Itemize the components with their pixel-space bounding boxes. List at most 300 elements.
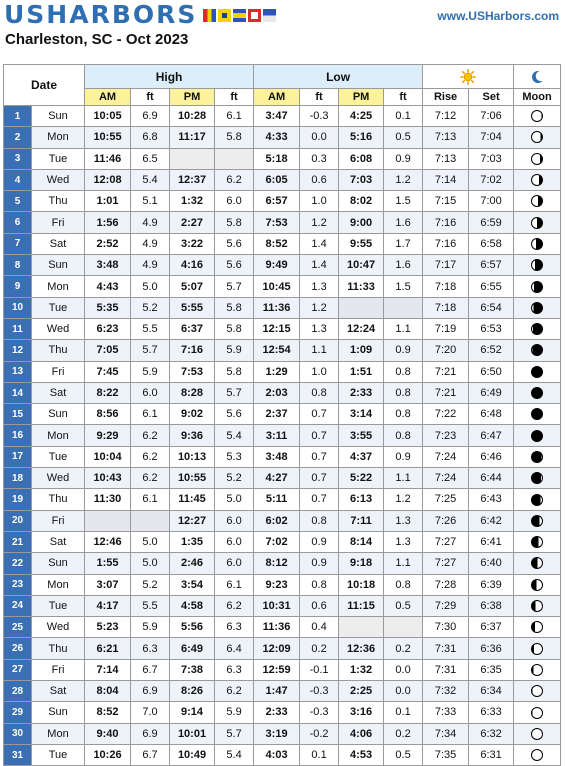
high-am-time: 5:35 xyxy=(85,297,131,318)
weekday: Mon xyxy=(32,425,85,446)
low-pm-height: 0.1 xyxy=(384,702,423,723)
low-pm-height: 0.2 xyxy=(384,638,423,659)
table-row xyxy=(4,659,561,680)
high-am-time: 10:43 xyxy=(85,468,131,489)
low-pm-time: 2:33 xyxy=(339,382,384,403)
high-pm-height: 6.0 xyxy=(215,510,254,531)
low-am-time: 11:36 xyxy=(254,297,300,318)
low-pm-time: 4:06 xyxy=(339,723,384,744)
low-am-height: 0.0 xyxy=(300,127,339,148)
sunrise-time: 7:25 xyxy=(423,489,469,510)
low-pm-height: 1.3 xyxy=(384,531,423,552)
high-am-height: 5.2 xyxy=(131,297,170,318)
moon-header-icon-cell xyxy=(514,65,561,89)
day-number: 28 xyxy=(4,681,32,702)
high-pm-height xyxy=(215,148,254,169)
sunrise-time: 7:21 xyxy=(423,382,469,403)
weekday: Sat xyxy=(32,382,85,403)
moon-phase-cell xyxy=(514,169,561,190)
sunset-time: 6:38 xyxy=(469,595,514,616)
moon-phase-cell xyxy=(514,212,561,233)
low-am-time: 2:37 xyxy=(254,404,300,425)
moon-phase-cell xyxy=(514,233,561,254)
high-am-height: 4.9 xyxy=(131,255,170,276)
logo-text: USHARBORS xyxy=(4,0,198,29)
high-pm-time: 2:27 xyxy=(170,212,215,233)
table-row xyxy=(4,255,561,276)
high-am-time: 11:30 xyxy=(85,489,131,510)
sunrise-time: 7:19 xyxy=(423,318,469,339)
low-am-height: 0.8 xyxy=(300,510,339,531)
sunrise-time: 7:15 xyxy=(423,191,469,212)
low-am-time: 10:45 xyxy=(254,276,300,297)
low-pm-time: 10:47 xyxy=(339,255,384,276)
moon-phase-cell xyxy=(514,702,561,723)
high-pm-time: 8:28 xyxy=(170,382,215,403)
day-number: 3 xyxy=(4,148,32,169)
high-pm-time: 11:45 xyxy=(170,489,215,510)
moon-phase-cell xyxy=(514,574,561,595)
moon-phase-cell xyxy=(514,318,561,339)
low-am-time: 3:19 xyxy=(254,723,300,744)
high-pm-time: 12:37 xyxy=(170,169,215,190)
high-am-time: 6:21 xyxy=(85,638,131,659)
sunset-time: 7:02 xyxy=(469,169,514,190)
weekday: Fri xyxy=(32,510,85,531)
moon-phase-cell xyxy=(514,191,561,212)
weekday: Mon xyxy=(32,574,85,595)
high-pm-height: 5.9 xyxy=(215,702,254,723)
signal-flags-icon xyxy=(203,9,276,22)
high-am-height: 5.2 xyxy=(131,574,170,595)
sunrise-time: 7:31 xyxy=(423,659,469,680)
high-am-height xyxy=(131,510,170,531)
sunrise-time: 7:34 xyxy=(423,723,469,744)
high-pm-height: 5.8 xyxy=(215,318,254,339)
low-am-time: 4:27 xyxy=(254,468,300,489)
weekday: Mon xyxy=(32,723,85,744)
low-pm-time: 3:55 xyxy=(339,425,384,446)
moon-phase-icon xyxy=(531,621,543,633)
high-am-height: 5.0 xyxy=(131,553,170,574)
day-number: 21 xyxy=(4,531,32,552)
moon-phase-cell xyxy=(514,340,561,361)
sunrise-time: 7:32 xyxy=(423,681,469,702)
sunset-time: 7:04 xyxy=(469,127,514,148)
sunrise-time: 7:29 xyxy=(423,595,469,616)
sunset-time: 6:40 xyxy=(469,553,514,574)
low-am-height: 1.3 xyxy=(300,276,339,297)
weekday: Tue xyxy=(32,595,85,616)
high-am-ft-header: ft xyxy=(131,89,170,106)
high-pm-time xyxy=(170,148,215,169)
sunrise-time: 7:30 xyxy=(423,617,469,638)
moon-phase-cell xyxy=(514,638,561,659)
moon-phase-icon xyxy=(531,174,543,186)
high-pm-height: 5.7 xyxy=(215,382,254,403)
sunset-time: 6:55 xyxy=(469,276,514,297)
high-am-time: 1:55 xyxy=(85,553,131,574)
weekday: Thu xyxy=(32,638,85,659)
moon-phase-cell xyxy=(514,106,561,127)
high-am-time: 4:43 xyxy=(85,276,131,297)
sunrise-time: 7:18 xyxy=(423,297,469,318)
day-number: 19 xyxy=(4,489,32,510)
sunset-time: 6:47 xyxy=(469,425,514,446)
moon-phase-cell xyxy=(514,425,561,446)
high-am-time: 3:07 xyxy=(85,574,131,595)
low-pm-height: 1.2 xyxy=(384,489,423,510)
high-pm-time: 6:49 xyxy=(170,638,215,659)
low-am-height: 1.4 xyxy=(300,233,339,254)
moon-phase-cell xyxy=(514,617,561,638)
high-am-height: 5.0 xyxy=(131,531,170,552)
weekday: Wed xyxy=(32,169,85,190)
sunrise-time: 7:13 xyxy=(423,148,469,169)
low-am-time: 11:36 xyxy=(254,617,300,638)
high-pm-height: 5.8 xyxy=(215,297,254,318)
sunset-time: 7:06 xyxy=(469,106,514,127)
high-pm-time: 10:13 xyxy=(170,446,215,467)
moon-phase-icon xyxy=(531,515,543,527)
high-pm-height: 6.1 xyxy=(215,574,254,595)
high-am-height: 6.9 xyxy=(131,681,170,702)
high-am-time: 3:48 xyxy=(85,255,131,276)
sunrise-time: 7:14 xyxy=(423,169,469,190)
high-am-time: 10:26 xyxy=(85,744,131,765)
low-pm-time: 9:55 xyxy=(339,233,384,254)
table-row xyxy=(4,318,561,339)
high-am-time: 2:52 xyxy=(85,233,131,254)
moon-phase-cell xyxy=(514,468,561,489)
high-pm-time: 1:35 xyxy=(170,531,215,552)
low-pm-height: 0.5 xyxy=(384,127,423,148)
table-row xyxy=(4,425,561,446)
high-am-time: 7:05 xyxy=(85,340,131,361)
moon-phase-icon xyxy=(531,707,543,719)
high-pm-time: 7:16 xyxy=(170,340,215,361)
sunset-time: 6:58 xyxy=(469,233,514,254)
high-am-time: 1:56 xyxy=(85,212,131,233)
sunrise-time: 7:22 xyxy=(423,404,469,425)
table-row xyxy=(4,276,561,297)
day-number: 29 xyxy=(4,702,32,723)
moon-phase-icon xyxy=(531,323,543,335)
day-number: 11 xyxy=(4,318,32,339)
high-pm-time: 8:26 xyxy=(170,681,215,702)
weekday: Sun xyxy=(32,404,85,425)
high-am-height: 5.0 xyxy=(131,276,170,297)
sunset-time: 6:52 xyxy=(469,340,514,361)
sunrise-time: 7:31 xyxy=(423,638,469,659)
moon-phase-icon xyxy=(531,281,543,293)
moon-phase-icon xyxy=(531,451,543,463)
high-pm-height: 5.0 xyxy=(215,489,254,510)
low-am-height: 0.7 xyxy=(300,425,339,446)
low-pm-height: 0.9 xyxy=(384,446,423,467)
low-pm-time: 9:00 xyxy=(339,212,384,233)
page-header xyxy=(0,0,565,60)
high-pm-time: 10:28 xyxy=(170,106,215,127)
moon-phase-cell xyxy=(514,510,561,531)
moon-phase-icon xyxy=(531,195,543,207)
sunrise-time: 7:12 xyxy=(423,106,469,127)
low-am-height: 0.2 xyxy=(300,638,339,659)
day-number: 30 xyxy=(4,723,32,744)
high-pm-height: 6.3 xyxy=(215,659,254,680)
low-pm-time: 5:16 xyxy=(339,127,384,148)
day-number: 2 xyxy=(4,127,32,148)
moon-phase-icon xyxy=(531,430,543,442)
day-number: 5 xyxy=(4,191,32,212)
sunset-time: 7:03 xyxy=(469,148,514,169)
high-am-time: 9:29 xyxy=(85,425,131,446)
sunrise-header: Rise xyxy=(423,89,469,106)
low-pm-time: 1:32 xyxy=(339,659,384,680)
high-am-time: 10:04 xyxy=(85,446,131,467)
low-am-height: -0.3 xyxy=(300,681,339,702)
weekday: Mon xyxy=(32,127,85,148)
high-am-height: 7.0 xyxy=(131,702,170,723)
low-pm-time xyxy=(339,297,384,318)
high-pm-time: 9:36 xyxy=(170,425,215,446)
high-pm-height: 5.3 xyxy=(215,446,254,467)
moon-phase-icon xyxy=(531,579,543,591)
moon-phase-icon xyxy=(531,664,543,676)
high-am-height: 6.9 xyxy=(131,723,170,744)
day-number: 17 xyxy=(4,446,32,467)
weekday: Wed xyxy=(32,617,85,638)
moon-phase-icon xyxy=(531,728,543,740)
low-am-time: 6:02 xyxy=(254,510,300,531)
sunset-time: 6:59 xyxy=(469,212,514,233)
high-pm-time: 3:54 xyxy=(170,574,215,595)
high-pm-time: 10:01 xyxy=(170,723,215,744)
moon-phase-cell xyxy=(514,382,561,403)
low-am-ft-header: ft xyxy=(300,89,339,106)
high-pm-height: 5.4 xyxy=(215,425,254,446)
weekday: Sat xyxy=(32,531,85,552)
low-am-height: -0.1 xyxy=(300,659,339,680)
moon-phase-cell xyxy=(514,531,561,552)
usharbors-logo[interactable] xyxy=(4,2,276,28)
low-am-height: 0.9 xyxy=(300,553,339,574)
table-row xyxy=(4,297,561,318)
high-pm-height: 6.0 xyxy=(215,553,254,574)
day-number: 8 xyxy=(4,255,32,276)
high-am-height: 6.8 xyxy=(131,127,170,148)
table-row xyxy=(4,574,561,595)
low-pm-time: 7:03 xyxy=(339,169,384,190)
moon-phase-icon xyxy=(531,600,543,612)
high-am-time: 10:55 xyxy=(85,127,131,148)
table-row xyxy=(4,106,561,127)
sunrise-time: 7:13 xyxy=(423,127,469,148)
high-pm-height: 6.2 xyxy=(215,169,254,190)
low-am-height: 1.2 xyxy=(300,212,339,233)
moon-phase-icon xyxy=(531,259,543,271)
day-number: 31 xyxy=(4,744,32,765)
low-pm-height: 0.9 xyxy=(384,148,423,169)
high-pm-height: 5.2 xyxy=(215,468,254,489)
low-pm-time: 4:37 xyxy=(339,446,384,467)
moon-phase-icon xyxy=(531,110,543,122)
high-am-time: 8:22 xyxy=(85,382,131,403)
sunrise-time: 7:18 xyxy=(423,276,469,297)
day-number: 14 xyxy=(4,382,32,403)
sunset-time: 6:54 xyxy=(469,297,514,318)
table-row xyxy=(4,489,561,510)
high-am-height: 5.1 xyxy=(131,191,170,212)
low-pm-time: 4:25 xyxy=(339,106,384,127)
day-number: 20 xyxy=(4,510,32,531)
table-row xyxy=(4,553,561,574)
low-am-time: 6:57 xyxy=(254,191,300,212)
high-am-height: 6.9 xyxy=(131,106,170,127)
high-pm-time: 9:02 xyxy=(170,404,215,425)
high-pm-height: 6.3 xyxy=(215,617,254,638)
high-pm-height: 5.6 xyxy=(215,255,254,276)
high-pm-height: 6.0 xyxy=(215,531,254,552)
weekday: Tue xyxy=(32,446,85,467)
sunset-time: 6:32 xyxy=(469,723,514,744)
low-pm-height: 0.9 xyxy=(384,340,423,361)
high-am-time: 12:08 xyxy=(85,169,131,190)
tide-table xyxy=(3,64,561,766)
low-pm-time: 12:24 xyxy=(339,318,384,339)
sunset-time: 7:00 xyxy=(469,191,514,212)
weekday: Sun xyxy=(32,702,85,723)
low-am-height: 1.3 xyxy=(300,318,339,339)
weekday: Fri xyxy=(32,212,85,233)
low-am-time: 1:47 xyxy=(254,681,300,702)
high-am-height: 6.3 xyxy=(131,638,170,659)
table-row xyxy=(4,638,561,659)
moon-phase-icon xyxy=(531,494,543,506)
weekday: Thu xyxy=(32,489,85,510)
high-pm-height: 6.0 xyxy=(215,191,254,212)
high-pm-time: 10:55 xyxy=(170,468,215,489)
sunset-time: 6:57 xyxy=(469,255,514,276)
tide-table-body xyxy=(4,106,561,766)
high-am-height: 6.1 xyxy=(131,489,170,510)
high-am-height: 6.1 xyxy=(131,404,170,425)
high-pm-time: 12:27 xyxy=(170,510,215,531)
high-pm-height: 5.4 xyxy=(215,744,254,765)
table-row xyxy=(4,617,561,638)
low-pm-time: 11:33 xyxy=(339,276,384,297)
sunset-time: 6:53 xyxy=(469,318,514,339)
day-number: 12 xyxy=(4,340,32,361)
low-am-header: AM xyxy=(254,89,300,106)
high-am-height: 6.5 xyxy=(131,148,170,169)
crescent-moon-icon xyxy=(530,70,544,84)
sunrise-time: 7:35 xyxy=(423,744,469,765)
sunrise-time: 7:16 xyxy=(423,212,469,233)
weekday: Tue xyxy=(32,744,85,765)
low-pm-time: 6:08 xyxy=(339,148,384,169)
high-am-height: 6.2 xyxy=(131,468,170,489)
low-pm-time: 10:18 xyxy=(339,574,384,595)
day-number: 27 xyxy=(4,659,32,680)
low-pm-height: 1.2 xyxy=(384,169,423,190)
table-row xyxy=(4,510,561,531)
high-pm-time: 2:46 xyxy=(170,553,215,574)
day-number: 24 xyxy=(4,595,32,616)
table-row xyxy=(4,212,561,233)
low-pm-ft-header: ft xyxy=(384,89,423,106)
low-pm-height: 0.8 xyxy=(384,382,423,403)
weekday: Sun xyxy=(32,255,85,276)
moon-header: Moon xyxy=(514,89,561,106)
low-pm-height: 0.8 xyxy=(384,361,423,382)
low-am-height: -0.2 xyxy=(300,723,339,744)
high-pm-height: 5.9 xyxy=(215,340,254,361)
high-am-height: 4.9 xyxy=(131,212,170,233)
table-row xyxy=(4,169,561,190)
table-row xyxy=(4,702,561,723)
low-pm-height: 0.5 xyxy=(384,595,423,616)
table-row xyxy=(4,595,561,616)
day-number: 16 xyxy=(4,425,32,446)
high-am-time: 11:46 xyxy=(85,148,131,169)
day-number: 9 xyxy=(4,276,32,297)
low-am-height: 0.8 xyxy=(300,574,339,595)
table-row xyxy=(4,191,561,212)
table-row xyxy=(4,723,561,744)
table-row xyxy=(4,404,561,425)
low-pm-height: 1.1 xyxy=(384,318,423,339)
moon-phase-icon xyxy=(531,685,543,697)
low-pm-time xyxy=(339,617,384,638)
moon-phase-cell xyxy=(514,723,561,744)
moon-phase-cell xyxy=(514,255,561,276)
low-am-time: 9:49 xyxy=(254,255,300,276)
low-am-height: 0.3 xyxy=(300,148,339,169)
sunrise-time: 7:23 xyxy=(423,425,469,446)
high-pm-height: 5.7 xyxy=(215,276,254,297)
day-number: 18 xyxy=(4,468,32,489)
low-pm-height: 1.1 xyxy=(384,553,423,574)
high-am-height: 6.7 xyxy=(131,659,170,680)
high-pm-height: 6.2 xyxy=(215,681,254,702)
sunrise-time: 7:27 xyxy=(423,553,469,574)
high-am-height: 5.9 xyxy=(131,617,170,638)
low-am-height: 1.0 xyxy=(300,191,339,212)
table-row xyxy=(4,681,561,702)
low-am-time: 2:03 xyxy=(254,382,300,403)
low-pm-time: 11:15 xyxy=(339,595,384,616)
sunset-time: 6:42 xyxy=(469,510,514,531)
low-am-time: 12:15 xyxy=(254,318,300,339)
high-tide-header: High xyxy=(85,65,254,89)
day-number: 26 xyxy=(4,638,32,659)
sunrise-time: 7:28 xyxy=(423,574,469,595)
high-am-time: 12:46 xyxy=(85,531,131,552)
high-pm-time: 1:32 xyxy=(170,191,215,212)
low-am-time: 12:59 xyxy=(254,659,300,680)
site-link[interactable]: www.USHarbors.com xyxy=(437,9,559,23)
low-am-height: 0.7 xyxy=(300,489,339,510)
high-am-time: 5:23 xyxy=(85,617,131,638)
sunrise-time: 7:24 xyxy=(423,468,469,489)
moon-phase-cell xyxy=(514,595,561,616)
low-pm-height: 1.5 xyxy=(384,191,423,212)
low-am-height: 0.8 xyxy=(300,382,339,403)
low-pm-height xyxy=(384,617,423,638)
sunrise-time: 7:26 xyxy=(423,510,469,531)
low-am-time: 12:54 xyxy=(254,340,300,361)
